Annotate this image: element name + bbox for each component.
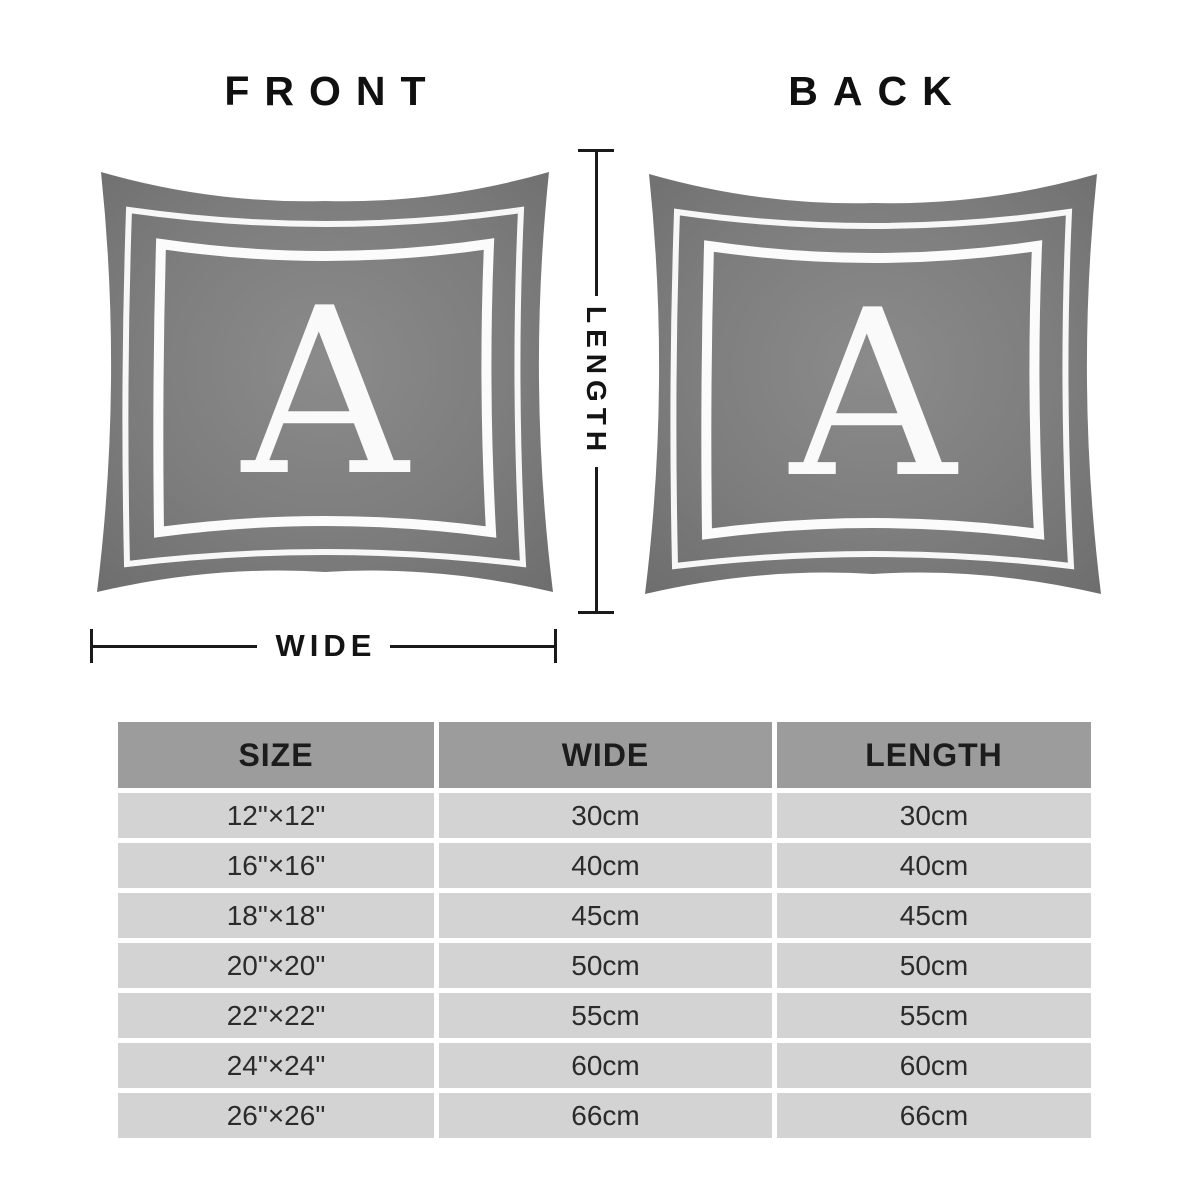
length-label: LENGTH [581, 305, 612, 458]
length-cell: 40cm [777, 843, 1091, 888]
length-cell: 45cm [777, 893, 1091, 938]
size-cell: 22"×22" [118, 993, 434, 1038]
monogram-letter: A [241, 260, 409, 527]
pillow-back-image [631, 146, 1115, 622]
length-dimension [578, 149, 614, 614]
back-view-label: BACK [788, 68, 967, 114]
wide-cell: 45cm [439, 893, 772, 938]
length-cell: 55cm [777, 993, 1091, 1038]
pillow-front-image [83, 144, 567, 620]
wide-cell: 30cm [439, 793, 772, 838]
length-line-upper [595, 152, 598, 296]
size-table-header-length: LENGTH [777, 722, 1091, 788]
wide-line-left [93, 645, 257, 648]
wide-cap-right [554, 629, 557, 663]
size-cell: 24"×24" [118, 1043, 434, 1088]
length-cell: 30cm [777, 793, 1091, 838]
size-table [118, 722, 1091, 1138]
size-cell: 18"×18" [118, 893, 434, 938]
wide-cell: 55cm [439, 993, 772, 1038]
length-line-lower [595, 467, 598, 611]
length-cell: 50cm [777, 943, 1091, 988]
size-cell: 16"×16" [118, 843, 434, 888]
length-cap-bottom [578, 611, 614, 614]
front-view-label: FRONT [224, 68, 441, 114]
size-table-header-size: SIZE [118, 722, 434, 788]
size-cell: 26"×26" [118, 1093, 434, 1138]
size-cell: 12"×12" [118, 793, 434, 838]
wide-label: WIDE [275, 628, 377, 663]
size-table-header-wide: WIDE [439, 722, 772, 788]
wide-line-right [390, 645, 554, 648]
wide-cell: 60cm [439, 1043, 772, 1088]
wide-cell: 50cm [439, 943, 772, 988]
wide-dimension [90, 628, 557, 664]
size-cell: 20"×20" [118, 943, 434, 988]
monogram-letter: A [789, 262, 957, 529]
length-cell: 60cm [777, 1043, 1091, 1088]
wide-cell: 40cm [439, 843, 772, 888]
wide-cell: 66cm [439, 1093, 772, 1138]
length-cell: 66cm [777, 1093, 1091, 1138]
